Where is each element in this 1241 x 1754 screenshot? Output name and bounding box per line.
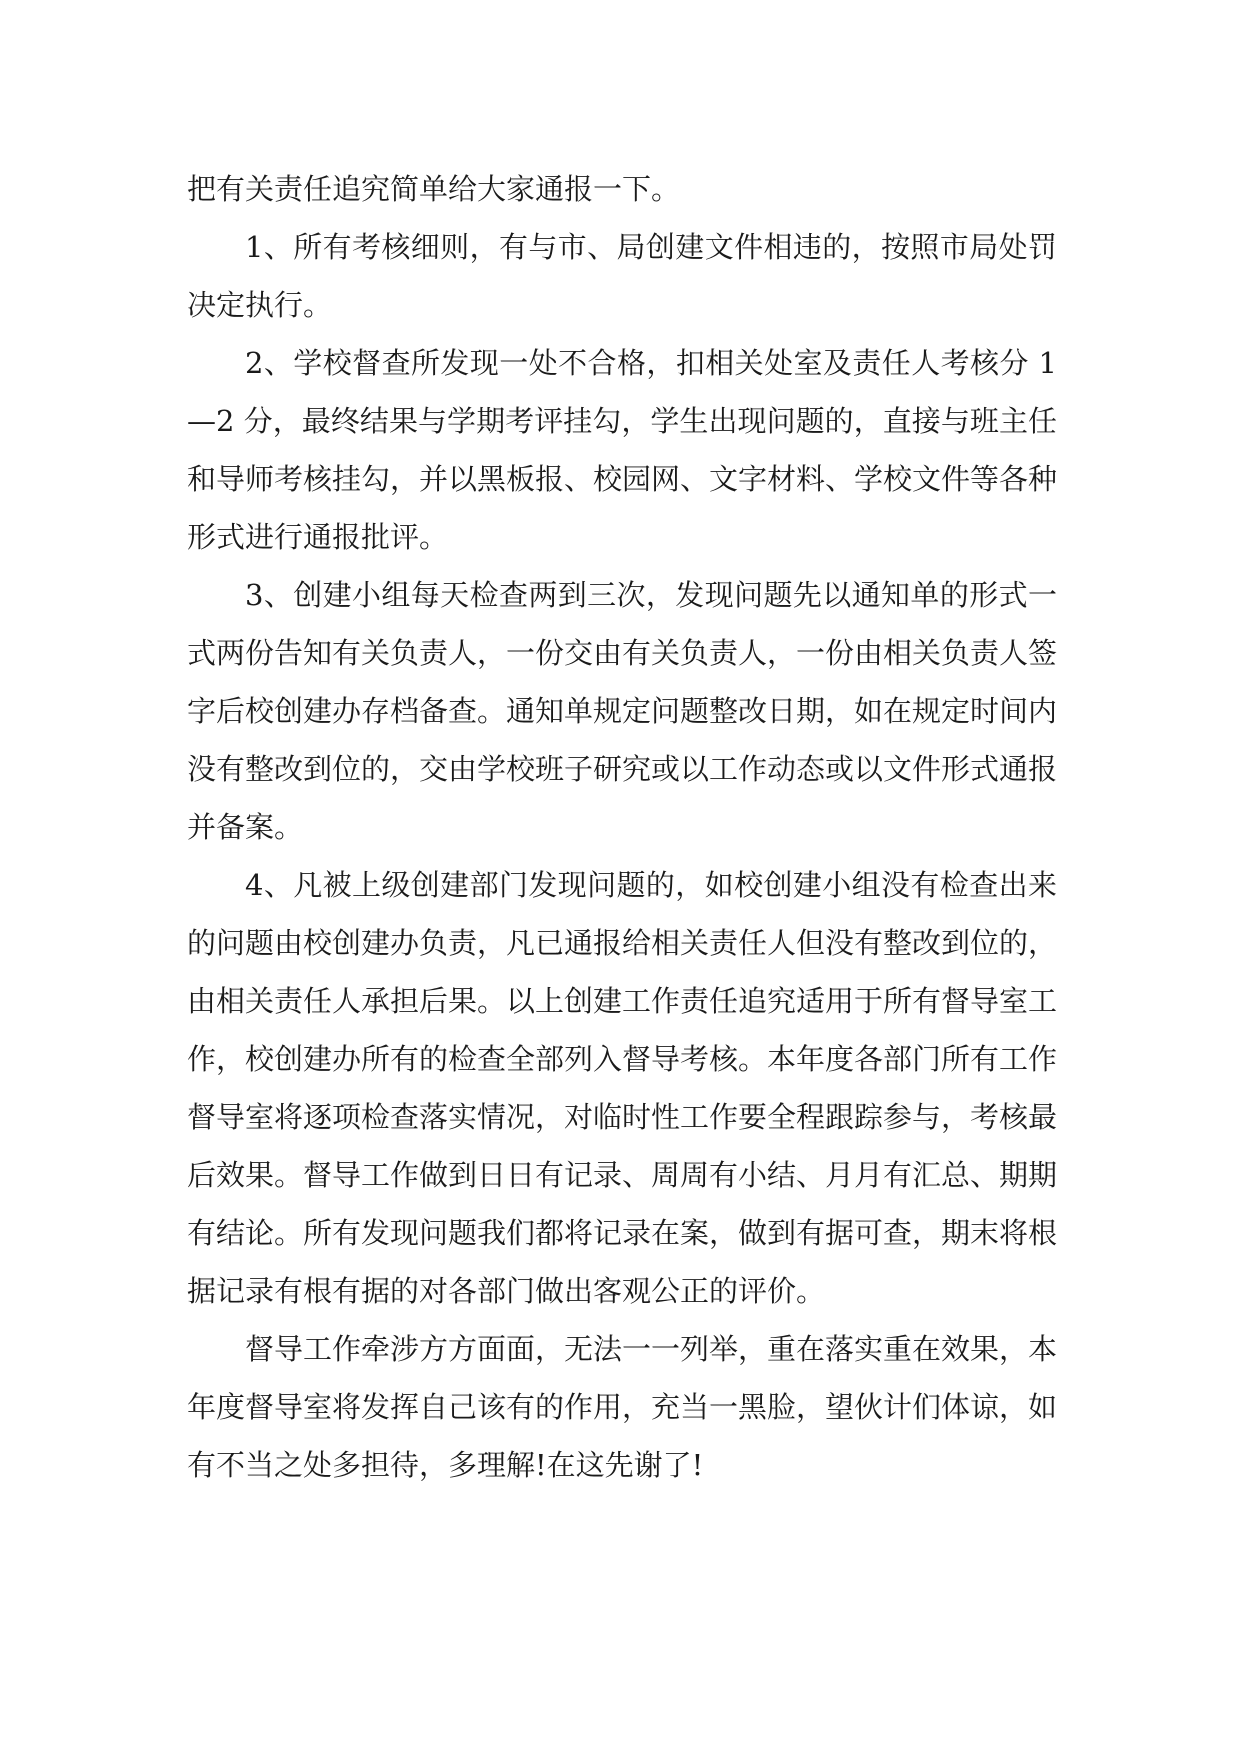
paragraph-item-1: 1、所有考核细则，有与市、局创建文件相违的，按照市局处罚决定执行。 xyxy=(187,230,1057,322)
paragraph-item-4: 4、凡被上级创建部门发现问题的，如校创建小组没有检查出来的问题由校创建办负责，凡已通报给相关责任人但没有整改到位的，由相关责任人承担后果。以上创建工作责任追究适用于所有督导室工作，校创建办所有的检查全部列入督导考核。本年度各部门所有工作督导室将逐项检查落实情况，对临时性工作要全程跟踪参与，考核最后效果。督导工作做到日日有记录、周周有小结、月月有汇总、期期有结论。所有发现问题我们都将记录在案，做到有据可查，期末将根据记录有根有据的对各部门做出客观公正的评价。 xyxy=(187,868,1058,1308)
paragraph-continuation: 把有关责任追究简单给大家通报一下。 xyxy=(187,172,681,206)
paragraph-item-2: 2、学校督查所发现一处不合格，扣相关处室及责任人考核分 1—2 分，最终结果与学期考评挂勾，学生出现问题的，直接与班主任和导师考核挂勾，并以黑板报、校园网、文字材料、学校文件等各种形式进行通报批评。 xyxy=(187,346,1058,554)
paragraph-item-3: 3、创建小组每天检查两到三次，发现问题先以通知单的形式一式两份告知有关负责人，一份交由有关负责人，一份由相关负责人签字后校创建办存档备查。通知单规定问题整改日期，如在规定时间内没有整改到位的，交由学校班子研究或以工作动态或以文件形式通报并备案。 xyxy=(187,578,1058,844)
paragraph-closing: 督导工作牵涉方方面面，无法一一列举，重在落实重在效果，本年度督导室将发挥自己该有的作用，充当一黑脸，望伙计们体谅，如有不当之处多担待，多理解!在这先谢了! xyxy=(187,1332,1058,1482)
document-body xyxy=(187,160,1057,1494)
